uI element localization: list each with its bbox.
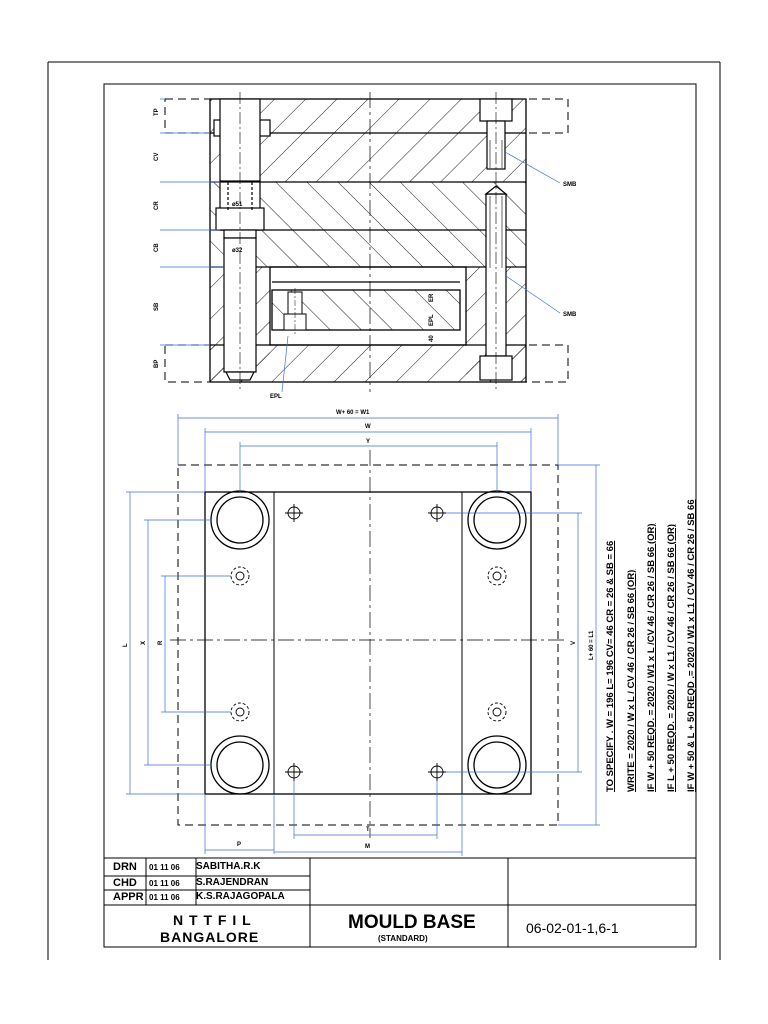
note-wl50: IF W + 50 & L + 50 REQD .= 2020 / W1 x L1 / CV 46 / CR 26 / SB 66 [686,499,697,792]
drawing-title: MOULD BASE [348,912,476,933]
dimension-labels [123,410,595,850]
label-tp: TP [154,108,160,116]
label-cb: CB [154,243,160,252]
role-drn: DRN [113,861,137,873]
callout-d51: ø51 [232,202,243,208]
plan-outer-dashed [178,465,558,825]
dim-w: W [365,424,371,430]
company-name: N T T F I L [173,912,252,928]
callout-epl: EPL [270,394,282,400]
guide-bores [211,491,526,794]
note-l50: IF L + 50 REQD. = 2020 / W x L1 / CV 46 / CR 26 / SB 66 (OR) [666,523,677,792]
dim-l1: L+ 60 = L1 [589,630,595,660]
dim-m: M [365,844,370,850]
date-appr: 01 11 06 [149,893,180,902]
drawing-number: 06-02-01-1,6-1 [526,920,619,936]
note-w50: IF W + 50 REQD. = 2020 / W1 x L /CV 46 / CR 26 / SB 66 (OR) [646,523,657,792]
name-chd: S.RAJENDRAN [196,877,269,888]
section-view [154,92,577,400]
dim-l: L [123,643,129,647]
callout-epl-side: EPL [429,314,435,326]
date-drn: 01 11 06 [149,863,180,872]
screw-holes [285,504,446,781]
plan-view [123,410,600,856]
callout-40: 40 [429,335,435,342]
return-pin-holes [231,567,506,721]
label-sb: SB [154,302,160,311]
dim-y: Y [366,439,371,445]
plate-labels [154,108,160,368]
company-city: BANGALORE [160,929,260,945]
dim-w1: W+ 60 = W1 [336,410,370,416]
dim-p: P [237,842,242,848]
callout-d32: ø32 [232,248,243,254]
label-cr: CR [154,201,160,210]
callout-smb-bottom: SMB [563,312,577,318]
date-chd: 01 11 06 [149,879,180,888]
name-appr: K.S.RAJAGOPALA [196,891,285,902]
drawing-subtitle: (STANDARD) [378,934,428,943]
dim-r: R [158,640,164,645]
label-bp: BP [154,359,160,368]
role-chd: CHD [113,877,137,889]
dim-x: X [141,640,147,645]
name-drn: SABITHA.R.K [196,861,261,872]
plan-dimensions [126,414,600,856]
dim-v: V [571,640,577,645]
label-cv: CV [154,152,160,161]
callout-smb-top: SMB [563,182,577,188]
dim-t: T [366,827,370,833]
callout-er: ER [429,293,435,302]
note-specify: TO SPECIFY . W = 196 L= 196 CV= 46 CR = 26 & SB = 66 [605,540,616,792]
plan-inner [274,492,462,794]
role-appr: APPR [113,891,144,903]
note-write: WRITE = 2020 / W x L / CV 46 / CR 26 / SB 66 (OR) [626,569,637,792]
